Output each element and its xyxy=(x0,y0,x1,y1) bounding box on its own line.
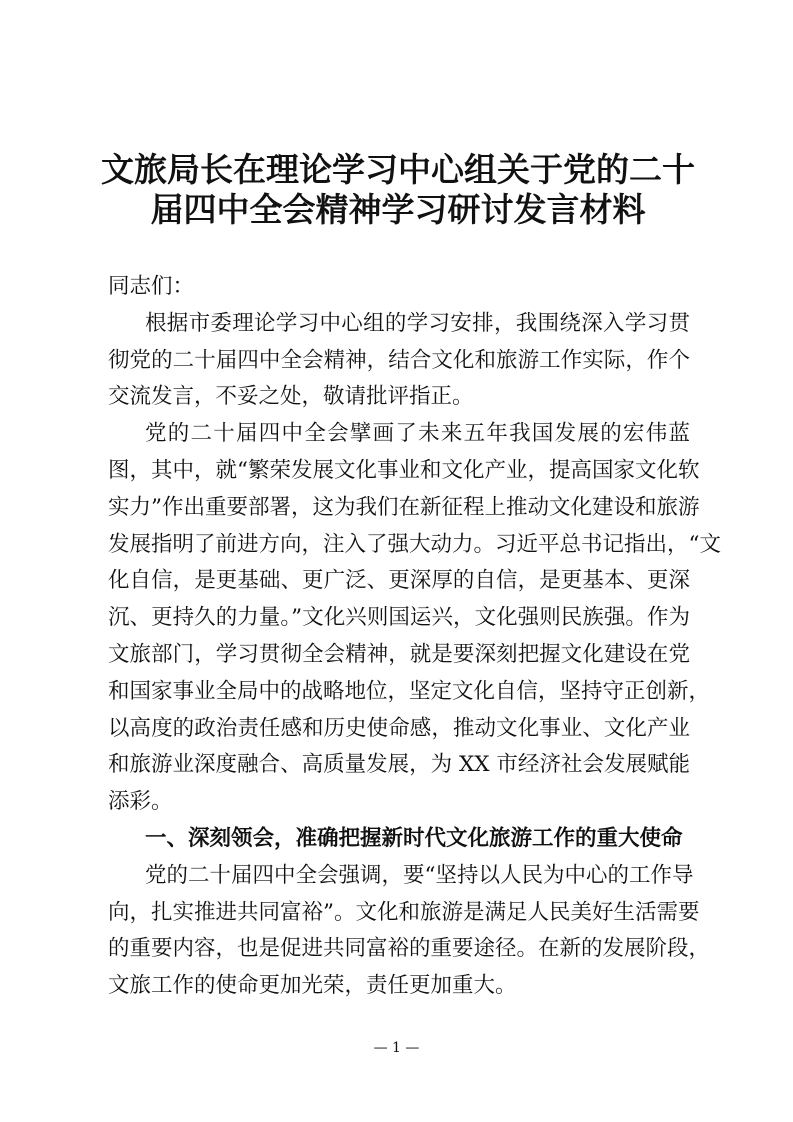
text-line: 以高度的政治责任感和历史使命感，推动文化事业、文化产业 xyxy=(108,715,690,741)
text-line: 和旅游业深度融合、高质量发展，为 XX 市经济社会发展赋能 xyxy=(108,752,690,778)
text-line: 发展指明了前进方向，注入了强大动力。习近平总书记指出，“文 xyxy=(108,531,721,557)
text-line: 根据市委理论学习中心组的学习安排，我围绕深入学习贯 xyxy=(145,310,690,336)
text-line: 一、深刻领会，准确把握新时代文化旅游工作的重大使命 xyxy=(145,825,683,851)
salutation: 同志们： xyxy=(108,274,195,299)
paragraph xyxy=(108,858,711,1005)
document-body xyxy=(108,269,721,1005)
text-line: 文旅工作的使命更加光荣，责任更加重大。 xyxy=(108,973,517,999)
text-line: 党的二十届四中全会擘画了未来五年我国发展的宏伟蓝 xyxy=(145,421,690,447)
text-line: 的重要内容，也是促进共同富裕的重要途径。在新的发展阶段， xyxy=(108,936,711,962)
text-line: 添彩。 xyxy=(108,789,173,815)
text-line: 和国家事业全局中的战略地位，坚定文化自信，坚持守正创新， xyxy=(108,678,711,704)
text-line: 文旅部门，学习贯彻全会精神，就是要深刻把握文化建设在党 xyxy=(108,641,690,667)
paragraph xyxy=(108,416,721,821)
text-line: 交流发言，不妥之处，敬请批评指正。 xyxy=(108,384,474,410)
title-line: 届四中全会精神学习研讨发言材料 xyxy=(150,190,646,229)
text-line: 沉、更持久的力量。”文化兴则国运兴，文化强则民族强。作为 xyxy=(108,605,690,631)
text-line: 化自信，是更基础、更广泛、更深厚的自信，是更基本、更深 xyxy=(108,568,690,594)
text-line: 彻党的二十届四中全会精神，结合文化和旅游工作实际，作个 xyxy=(108,347,690,373)
text-line: 图，其中，就“繁荣发展文化事业和文化产业，提高国家文化软 xyxy=(108,457,700,483)
section-heading xyxy=(108,821,690,858)
paragraph xyxy=(108,306,690,416)
text-line: 实力”作出重要部署，这为我们在新征程上推动文化建设和旅游 xyxy=(108,494,700,520)
title-line: 文旅局长在理论学习中心组关于党的二十 xyxy=(101,150,695,189)
document-title xyxy=(100,150,696,230)
text-line: 党的二十届四中全会强调，要“坚持以人民为中心的工作导 xyxy=(145,862,694,888)
page-number: — 1 — xyxy=(373,1040,420,1056)
text-line: 向，扎实推进共同富裕”。文化和旅游是满足人民美好生活需要 xyxy=(108,899,700,925)
